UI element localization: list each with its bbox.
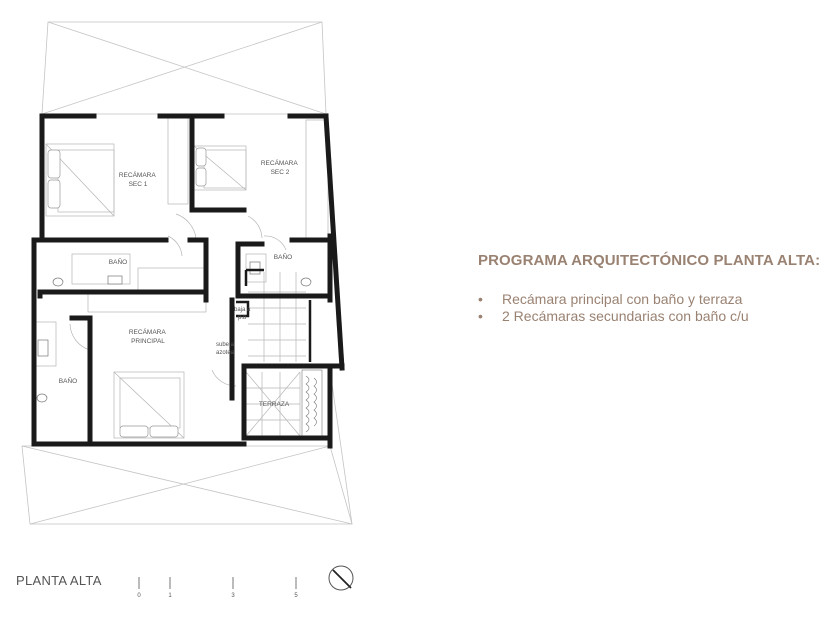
program-item: • Recámara principal con baño y terraza (478, 291, 828, 308)
scale-tick-1: 1 (168, 593, 172, 599)
room-terraza: TERRAZA (258, 401, 290, 408)
stair-label-baja: baja a p.b (234, 307, 251, 321)
room-recamara-sec1: RECÁMARA SEC 1 (118, 172, 156, 188)
room-recamara-principal: RECÁMARA PRINCIPAL (128, 329, 166, 345)
north-arrow-icon (329, 566, 353, 590)
program-panel (478, 252, 828, 325)
roof-outline-top (42, 22, 326, 114)
program-item: • 2 Recámaras secundarias con baño c/u (478, 308, 828, 325)
scale-tick-3: 3 (231, 593, 235, 599)
terrace-planter (302, 370, 322, 436)
program-list (478, 291, 828, 325)
scale-bar (139, 577, 296, 589)
bathroom-fixtures (37, 262, 311, 402)
stair-label-sube: sube a azotea (216, 342, 235, 356)
room-bano-left: BAÑO (58, 378, 78, 385)
stair-walls (236, 270, 310, 362)
roof-outline-bottom (22, 370, 352, 524)
scale-tick-5: 5 (294, 593, 298, 599)
program-title: PROGRAMA ARQUITECTÓNICO PLANTA ALTA: (478, 252, 821, 269)
room-bano-top: BAÑO (108, 259, 128, 266)
scale-tick-0: 0 (137, 593, 141, 599)
room-recamara-sec2: RECÁMARA SEC 2 (260, 160, 298, 176)
room-bano-right: BAÑO (273, 254, 293, 261)
plan-caption: PLANTA ALTA (16, 573, 102, 588)
